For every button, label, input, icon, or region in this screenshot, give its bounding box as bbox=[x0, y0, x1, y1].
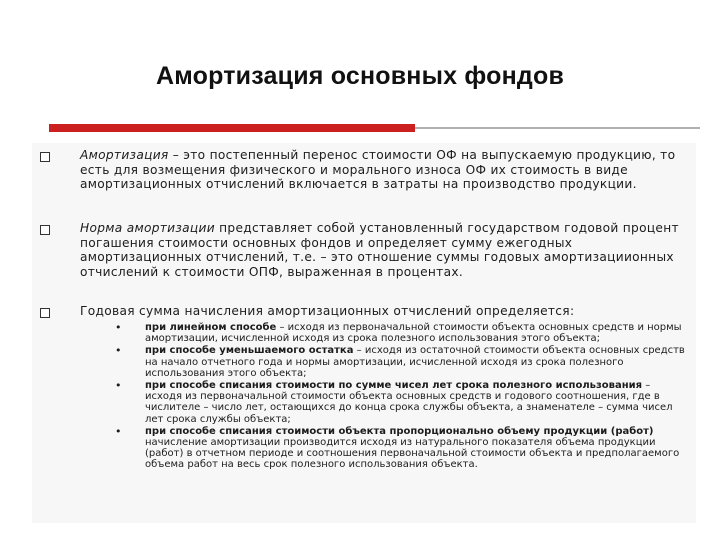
page-title: Амортизация основных фондов bbox=[155, 62, 565, 90]
method-description: – исходя из остаточной стоимости объекта основных средств на начало отчетного года и нормы амортизации, исчисленной исходя из срока полезного использования этого объекта; bbox=[145, 345, 685, 379]
list-item bbox=[110, 322, 690, 344]
method-description: – исходя из первоначальной стоимости объекта основных средств и нормы амортизации, исчисленной исходя из срока полезного использования этого объекта; bbox=[145, 322, 682, 345]
bullet-dot-icon: • bbox=[115, 424, 122, 438]
list-item bbox=[110, 345, 690, 379]
method-description: – исходя из первоначальной стоимости объекта основных средств и годового соотношения, где в числителе – число лет, остающихся до конца срока службы объекта, а знаменателе – сумма чисел лет срока службы объекта; bbox=[145, 380, 673, 425]
method-name: при способе уменьшаемого остатка bbox=[145, 345, 354, 357]
method-name: при способе списания стоимости объекта пропорционально объему продукции (работ) bbox=[145, 425, 654, 437]
method-name: при линейном способе bbox=[145, 322, 277, 333]
definition-amortization bbox=[80, 148, 690, 192]
checkbox-bullet-icon bbox=[40, 308, 50, 318]
term-depreciation-rate: Норма амортизации bbox=[80, 221, 215, 235]
checkbox-bullet-icon bbox=[40, 225, 50, 235]
checkbox-bullet-icon bbox=[40, 152, 50, 162]
method-name: при способе списания стоимости по сумме чисел лет срока полезного использования bbox=[145, 380, 643, 392]
intro-text: Годовая сумма начисления амортизационных отчислений определяется: bbox=[80, 304, 575, 318]
title-underline-red bbox=[49, 124, 415, 132]
bullet-dot-icon: • bbox=[115, 321, 122, 334]
definition-text: представляет собой установленный государством годовой процент погашения стоимости основных фондов и определяет сумму ежегодных амортизационных отчислений, т.е. – это отношение суммы годовых амортизациионных отчислений к стоимости ОПФ, выраженная в процентах. bbox=[80, 221, 679, 279]
term-amortization: Амортизация bbox=[80, 148, 169, 162]
list-item bbox=[110, 426, 690, 471]
title-underline-gray bbox=[415, 127, 700, 129]
bullet-dot-icon: • bbox=[115, 379, 122, 393]
definition-depreciation-rate bbox=[80, 221, 690, 279]
method-description: начисление амортизации производится исходя из натурального показателя объема продукции (работ) в отчетном периоде и соотношения первоначальной стоимости объекта и предполагаемого объема работ на весь срок полезного использования объекта. bbox=[145, 437, 680, 471]
definition-text: – это постепенный перенос стоимости ОФ на выпускаемую продукцию, то есть для возмещения физического и морального износа ОФ их стоимость в виде амортизационных отчислений включается в затраты на производство продукции. bbox=[80, 148, 676, 192]
methods-list bbox=[110, 322, 690, 472]
annual-sum-intro bbox=[80, 304, 690, 319]
bullet-dot-icon: • bbox=[115, 344, 122, 358]
list-item bbox=[110, 380, 690, 425]
